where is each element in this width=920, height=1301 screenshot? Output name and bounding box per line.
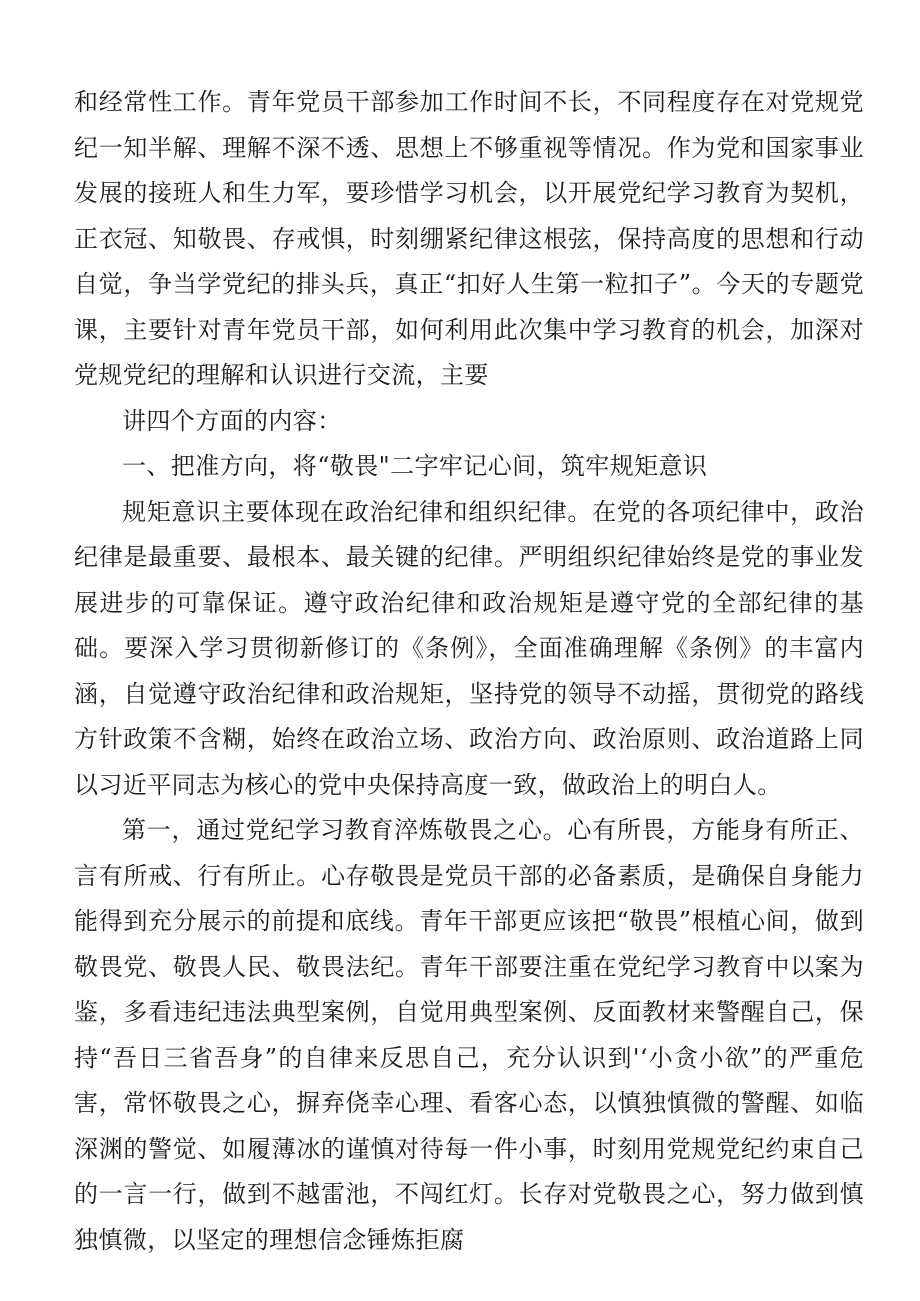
paragraph-continuation: 和经常性工作。青年党员干部参加工作时间不长，不同程度存在对党规党纪一知半解、理解不深不透、思想上不够重视等情况。作为党和国家事业发展的接班人和生力军，要珍惜学习机会，以开展党纪学习教育为契机，正衣冠、知敬畏、存戒惧，时刻绷紧纪律这根弦，保持高度的思想和行动自觉，争当学党纪的排头兵，真正“扣好人生第一粒扣子”。今天的专题党课，主要针对青年党员干部，如何利用此次集中学习教育的机会，加深对党规党纪的理解和认识进行交流，主要 <box>74 88 864 389</box>
paragraph-first-point: 第一，通过党纪学习教育淬炼敬畏之心。心有所畏，方能身有所正、言有所戒、行有所止。心存敬畏是党员干部的必备素质，是确保自身能力能得到充分展示的前提和底线。青年干部更应该把“敬畏”根植心间，做到敬畏党、敬畏人民、敬畏法纪。青年干部要注重在党纪学习教育中以案为鉴，多看违纪违法典型案例，自觉用典型案例、反面教材来警醒自己，保持“吾日三省吾身”的自律来反思自己，充分认识到'‘小贪小欲”的严重危害，常怀敬畏之心，摒弃侥幸心理、看客心态，以慎独慎微的警醒、如临深渊的警觉、如履薄冰的谨慎对待每一件小事，时刻用党规党纪约束自己的一言一行，做到不越雷池，不闯红灯。长存对党敬畏之心，努力做到慎独慎微，以坚定的理想信念锤炼拒腐 <box>74 816 864 1254</box>
document-body <box>74 80 864 1263</box>
paragraph-rules-awareness: 规矩意识主要体现在政治纪律和组织纪律。在党的各项纪律中，政治纪律是最重要、最根本、最关键的纪律。严明组织纪律始终是党的事业发展进步的可靠保证。遵守政治纪律和政治规矩是遵守党的全部纪律的基础。要深入学习贯彻新修订的《条例》，全面准确理解《条例》的丰富内涵，自觉遵守政治纪律和政治规矩，坚持党的领导不动摇，贯彻党的路线方针政策不含糊，始终在政治立场、政治方向、政治原则、政治道路上同以习近平同志为核心的党中央保持高度一致，做政治上的明白人。 <box>74 497 864 799</box>
section-heading-one: 一、把准方向，将“敬畏"二字牢记心间，筑牢规矩意识 <box>122 452 708 480</box>
paragraph-intro-topics: 讲四个方面的内容： <box>122 406 342 435</box>
